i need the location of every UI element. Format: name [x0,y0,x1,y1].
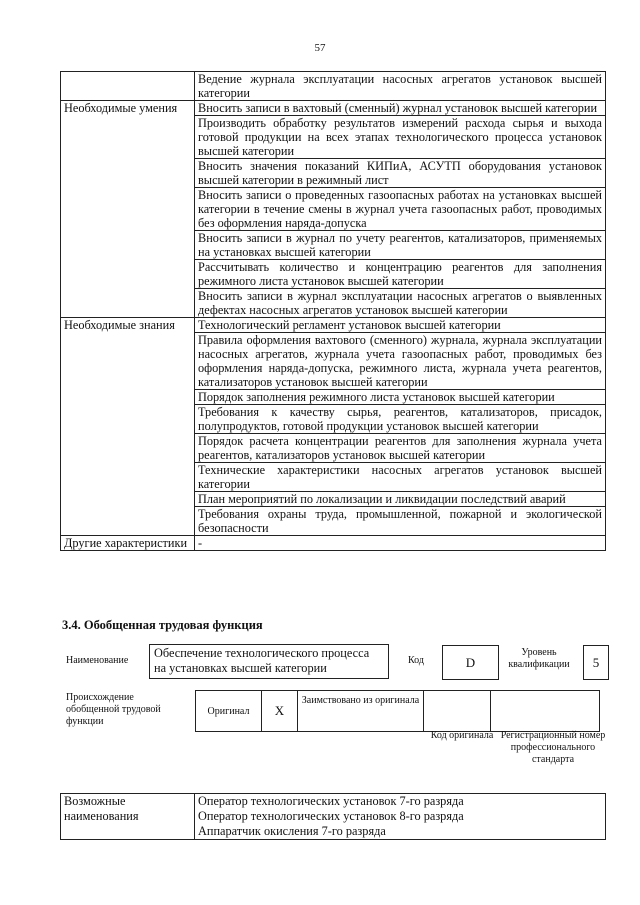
row-label [61,72,195,101]
table-row [61,101,606,116]
row-item: Технологический регламент установок высшей категории [195,318,606,333]
function-name-box [149,644,389,679]
row-item: Вносить записи о проведенных газоопасных работах на установках высшей категории в течение смены в журнал учета газоопасных работ, проводимых без оформления наряда-допуска [195,188,606,231]
original-mark-cell [262,691,298,732]
reg-number-caption: Регистрационный номер профессионального стандарта [500,730,606,765]
row-item: Правила оформления вахтового (сменного) журнала, журнала эксплуатации насосных агрегатов, журнала учета газоопасных работ, проводимых без оформления наряда-допуска, режимного листа, журнала учета реагентов, катализаторов установок высшей категории [195,333,606,390]
original-mark: X [274,703,285,718]
row-item: Ведение журнала эксплуатации насосных агрегатов установок высшей категории [195,72,606,101]
possible-names-cell [195,794,606,840]
borrowed-label-cell [298,691,424,732]
row-item: Вносить записи в журнал эксплуатации насосных агрегатов о выявленных дефектах насосных агрегатов установок высшей категории [195,289,606,318]
origin-code-caption: Код оригинала [430,730,494,741]
possible-names-label: Возможные наименования [61,794,195,840]
origin-grid [195,690,600,732]
possible-name-item: Аппаратчик окисления 7-го разряда [198,824,386,838]
level-value: 5 [592,655,600,670]
row-item: Вносить записи в вахтовый (сменный) журнал установок высшей категории [195,101,606,116]
row-item: Порядок заполнения режимного листа установок высшей категории [195,390,606,405]
origin-label: Происхождение обобщенной трудовой функции [66,692,161,727]
reg-number-cell [491,691,600,732]
table-row [61,536,606,551]
row-item: - [195,536,606,551]
section-title: 3.4. Обобщенная трудовая функция [62,618,263,632]
row-item: Рассчитывать количество и концентрацию реагентов для заполнения режимного листа установок высшей категории [195,260,606,289]
row-item: Порядок расчета концентрации реагентов для заполнения журнала учета реагентов, катализаторов установок высшей категории [195,434,606,463]
row-item: Вносить значения показаний КИПиА, АСУТП оборудования установок высшей категории в режимный лист [195,159,606,188]
row-item: Требования охраны труда, промышленной, пожарной и экологической безопасности [195,507,606,536]
row-item: Производить обработку результатов измерений расхода сырья и выхода готовой продукции на всех этапах технологического процесса установок высшей категории [195,116,606,159]
row-item: План мероприятий по локализации и ликвидации последствий аварий [195,492,606,507]
row-item: Вносить записи в журнал по учету реагентов, катализаторов, применяемых на установках высшей категории [195,231,606,260]
row-label: Другие характеристики [61,536,195,551]
borrowed-label: Заимствовано из оригинала [301,695,420,706]
code-label: Код [408,655,424,666]
possible-names-table [60,793,606,840]
table-row [61,72,606,101]
possible-name-item: Оператор технологических установок 7-го разряда [198,794,464,808]
original-label-cell [196,691,262,732]
row-item: Требования к качеству сырья, реагентов, катализаторов, присадок, полупродуктов, готовой продукции установок высшей категории [195,405,606,434]
possible-name-item: Оператор технологических установок 8-го разряда [198,809,464,823]
table-row [61,318,606,333]
possible-names-list [195,794,605,839]
name-label: Наименование [66,655,129,666]
competency-table [60,71,606,551]
level-label: Уровень квалификации [508,647,570,670]
origin-code-cell [424,691,491,732]
original-label: Оригинал [207,705,250,717]
page-number: 57 [314,42,326,54]
row-label: Необходимые умения [61,101,195,318]
function-name-value: Обеспечение технологического процесса на установках высшей категории [154,646,370,675]
code-value: D [465,655,476,670]
level-value-box [583,645,609,680]
row-item: Технические характеристики насосных агрегатов установок высшей категории [195,463,606,492]
row-label: Необходимые знания [61,318,195,536]
code-value-box [442,645,499,680]
